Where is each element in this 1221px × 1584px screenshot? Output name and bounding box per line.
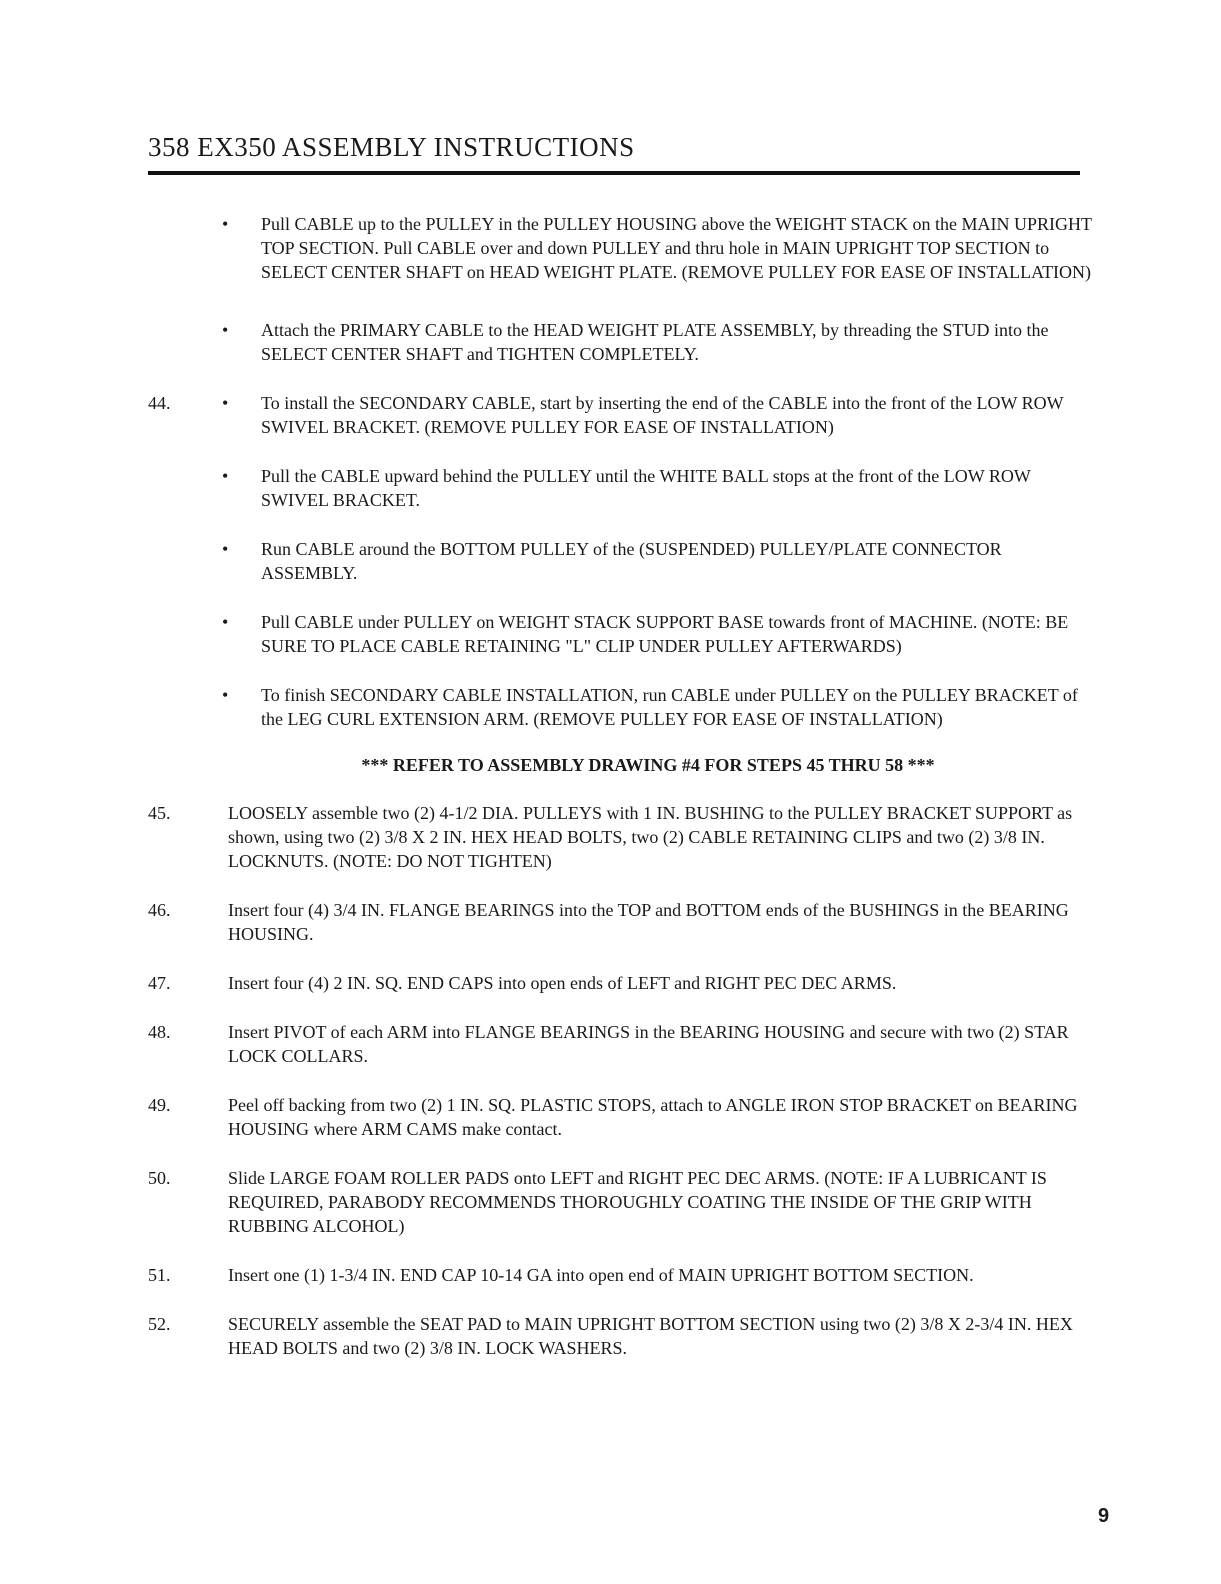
step-text: Run CABLE around the BOTTOM PULLEY of the (SUSPENDED) PULLEY/PLATE CONNECTOR ASSEMBLY. xyxy=(261,539,1002,583)
bullet-icon: • xyxy=(222,214,229,234)
bullet-step xyxy=(148,537,1108,585)
bullet-icon: • xyxy=(222,466,229,486)
bullet-step xyxy=(148,391,1108,439)
bullet-step xyxy=(148,683,1108,731)
step-number: 45. xyxy=(148,803,171,823)
step-text: Insert four (4) 2 IN. SQ. END CAPS into open ends of LEFT and RIGHT PEC DEC ARMS. xyxy=(228,973,897,993)
numbered-step xyxy=(148,898,1108,946)
step-number: 52. xyxy=(148,1314,171,1334)
numbered-step xyxy=(148,1093,1108,1141)
step-text: Insert one (1) 1-3/4 IN. END CAP 10-14 GA into open end of MAIN UPRIGHT BOTTOM SECTION. xyxy=(228,1265,974,1285)
step-text: Insert PIVOT of each ARM into FLANGE BEARINGS in the BEARING HOUSING and secure with two (2) STAR LOCK COLLARS. xyxy=(228,1022,1069,1066)
step-number: 48. xyxy=(148,1022,171,1042)
numbered-step xyxy=(148,1263,1108,1287)
bullet-step xyxy=(148,318,1108,366)
page-header xyxy=(148,132,1080,175)
step-text: Insert four (4) 3/4 IN. FLANGE BEARINGS into the TOP and BOTTOM ends of the BUSHINGS in the BEARING HOUSING. xyxy=(228,900,1069,944)
step-number: 51. xyxy=(148,1265,171,1285)
bullet-icon: • xyxy=(222,612,229,632)
header-rule xyxy=(148,171,1080,175)
refer-note: *** REFER TO ASSEMBLY DRAWING #4 FOR STEPS 45 THRU 58 *** xyxy=(361,755,935,775)
instructions-body xyxy=(148,208,1108,1360)
bullet-step xyxy=(148,212,1108,284)
step-text: Slide LARGE FOAM ROLLER PADS onto LEFT and RIGHT PEC DEC ARMS. (NOTE: IF A LUBRICANT IS REQUIRED, PARABODY RECOMMENDS THOROUGHLY COATING THE INSIDE OF THE GRIP WITH RUBBING ALCOHOL) xyxy=(228,1168,1047,1236)
numbered-step xyxy=(148,1166,1108,1238)
step-number: 50. xyxy=(148,1168,171,1188)
step-number: 49. xyxy=(148,1095,171,1115)
bullet-icon: • xyxy=(222,539,229,559)
bullet-icon: • xyxy=(222,320,229,340)
numbered-step xyxy=(148,1312,1108,1360)
step-number: 46. xyxy=(148,900,171,920)
step-text: Attach the PRIMARY CABLE to the HEAD WEIGHT PLATE ASSEMBLY, by threading the STUD into the SELECT CENTER SHAFT and TIGHTEN COMPLETELY. xyxy=(261,320,1049,364)
step-number: 47. xyxy=(148,973,171,993)
bullet-icon: • xyxy=(222,393,229,413)
numbered-step xyxy=(148,1020,1108,1068)
page-title: 358 EX350 ASSEMBLY INSTRUCTIONS xyxy=(148,132,635,162)
step-text: Pull CABLE under PULLEY on WEIGHT STACK SUPPORT BASE towards front of MACHINE. (NOTE: BE SURE TO PLACE CABLE RETAINING "L" CLIP UNDER PULLEY AFTERWARDS) xyxy=(261,612,1069,656)
step-text: LOOSELY assemble two (2) 4-1/2 DIA. PULLEYS with 1 IN. BUSHING to the PULLEY BRACKET SUPPORT as shown, using two (2) 3/8 X 2 IN. HEX HEAD BOLTS, two (2) CABLE RETAINING CLIPS and two (2) 3/8 IN. LOCKNUTS. (NOTE: DO NOT TIGHTEN) xyxy=(228,803,1073,871)
numbered-step xyxy=(148,801,1108,873)
bullet-step xyxy=(148,464,1108,512)
bullet-icon: • xyxy=(222,685,229,705)
step-text: Pull CABLE up to the PULLEY in the PULLEY HOUSING above the WEIGHT STACK on the MAIN UPRIGHT TOP SECTION. Pull CABLE over and down PULLEY and thru hole in MAIN UPRIGHT TOP SECTION to SELECT CENTER SHAFT on HEAD WEIGHT PLATE. (REMOVE PULLEY FOR EASE OF INSTALLATION) xyxy=(261,214,1092,282)
step-number: 44. xyxy=(148,393,171,413)
bullet-step xyxy=(148,610,1108,658)
step-text: To finish SECONDARY CABLE INSTALLATION, run CABLE under PULLEY on the PULLEY BRACKET of the LEG CURL EXTENSION ARM. (REMOVE PULLEY FOR EASE OF INSTALLATION) xyxy=(261,685,1078,729)
step-text: Peel off backing from two (2) 1 IN. SQ. PLASTIC STOPS, attach to ANGLE IRON STOP BRACKET on BEARING HOUSING where ARM CAMS make contact. xyxy=(228,1095,1078,1139)
step-text: SECURELY assemble the SEAT PAD to MAIN UPRIGHT BOTTOM SECTION using two (2) 3/8 X 2-3/4 IN. HEX HEAD BOLTS and two (2) 3/8 IN. LOCK WASHERS. xyxy=(228,1314,1073,1358)
page-number: 9 xyxy=(1098,1505,1110,1527)
numbered-step xyxy=(148,971,1108,995)
step-text: To install the SECONDARY CABLE, start by inserting the end of the CABLE into the front of the LOW ROW SWIVEL BRACKET. (REMOVE PULLEY FOR EASE OF INSTALLATION) xyxy=(261,393,1064,437)
step-text: Pull the CABLE upward behind the PULLEY until the WHITE BALL stops at the front of the LOW ROW SWIVEL BRACKET. xyxy=(261,466,1031,510)
